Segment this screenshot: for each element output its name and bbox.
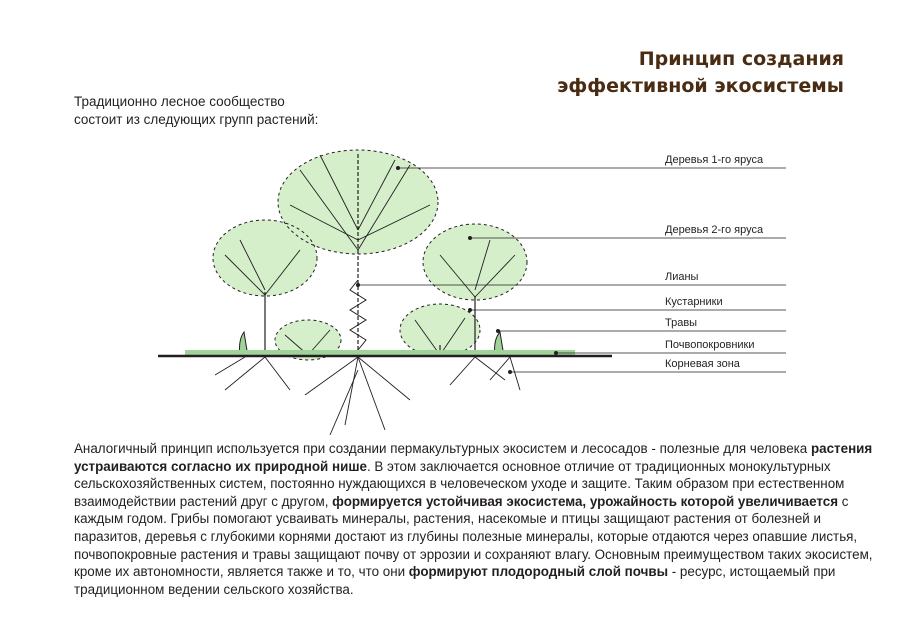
intro-text: Традиционно лесное сообщество состоит из следующих групп растений:: [74, 94, 319, 127]
label-tier1-trees: Деревья 1-го яруса: [665, 154, 764, 166]
body-paragraph: [74, 440, 874, 598]
label-grasses: Травы: [665, 317, 698, 329]
label-root-zone: Корневая зона: [665, 358, 740, 370]
label-tier2-trees: Деревья 2-го яруса: [665, 224, 764, 236]
body-bold-3: формируют плодородный слой почвы: [408, 564, 669, 580]
body-bold-2: формируется устойчивая экосистема, урожайность которой увеличивается: [332, 493, 839, 509]
body-text-3: с каждым годом. Грибы помогают усваивать минералы, растения, насекомые и птицы защищают растения от болезней и паразитов, деревья с глубокими корнями достают из глубины полезные минералы, которые отдаются через опавшие листья, почвопокровные растения и травы защищают почву от эррозии и сохраняют влагу. Основным преимуществом таких экосистем, кроме их автономности, является также и то, что они: [74, 493, 873, 580]
title-line-2: эффективной экосистемы: [557, 75, 844, 97]
body-bold-1: растения устраиваются согласно их природной нише: [74, 441, 873, 474]
body-text-2: . В этом заключается основное отличие от традиционных монокультурных сельскохозяйственных систем, постоянно нуждающихся в человеческом уходе и защите. Таким образом при естественном взаимодействии растений друг с другом,: [74, 458, 845, 509]
label-groundcover: Почвопокровники: [665, 339, 755, 351]
canopy-fills: [213, 150, 527, 360]
title-line-1: Принцип создания: [638, 48, 844, 70]
liana-vine: [350, 280, 366, 350]
label-lianas: Лианы: [665, 271, 699, 283]
body-text-4: - ресурс, истощаемый при традиционном ведении сельского хозяйства.: [74, 564, 836, 597]
body-text-1: Аналогичный принцип используется при создании пермакультурных экосистем и лесосадов - полезные для человека: [74, 441, 811, 456]
label-shrubs: Кустарники: [665, 296, 723, 308]
roots: [215, 357, 520, 435]
